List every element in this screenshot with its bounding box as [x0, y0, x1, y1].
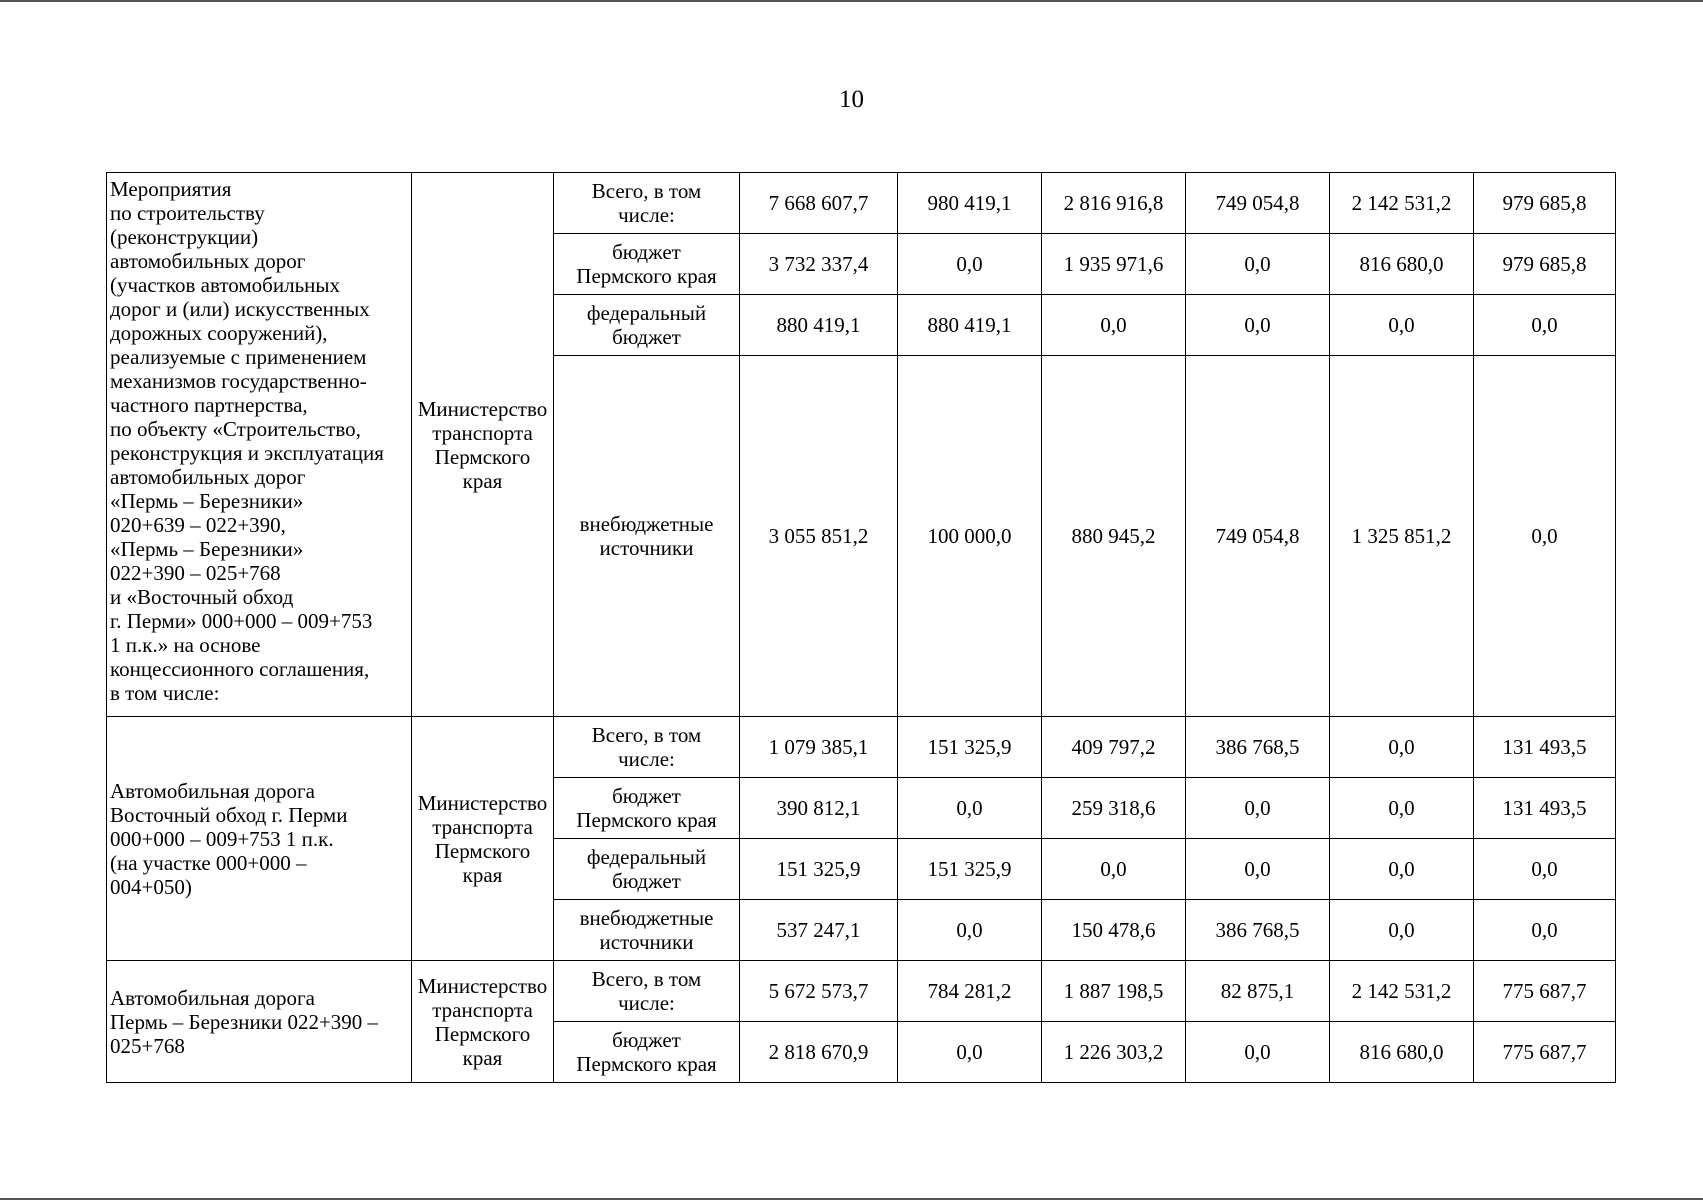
value-total: 3 732 337,4: [740, 234, 898, 295]
source-total: Всего, в том числе:: [554, 961, 740, 1022]
value-col-4: 2 142 531,2: [1330, 173, 1474, 234]
value-col-5: 979 685,8: [1474, 234, 1616, 295]
value-col-4: 816 680,0: [1330, 1022, 1474, 1083]
value-col-2: 150 478,6: [1042, 900, 1186, 961]
group-east-bypass-description: Автомобильная дорога Восточный обход г. Перми 000+000 – 009+753 1 п.к. (на участке 000+000 – 004+050): [107, 717, 412, 961]
source-federal-budget: федеральный бюджет: [554, 839, 740, 900]
source-regional-budget: бюджет Пермского края: [554, 778, 740, 839]
value-col-5: 0,0: [1474, 900, 1616, 961]
value-col-4: 0,0: [1330, 778, 1474, 839]
source-extrabudgetary: внебюджетные источники: [554, 900, 740, 961]
value-col-5: 131 493,5: [1474, 717, 1616, 778]
value-total: 151 325,9: [740, 839, 898, 900]
value-col-3: 0,0: [1186, 778, 1330, 839]
value-col-2: 409 797,2: [1042, 717, 1186, 778]
value-col-2: 2 816 916,8: [1042, 173, 1186, 234]
value-col-5: 775 687,7: [1474, 1022, 1616, 1083]
page-number: 10: [839, 86, 864, 113]
value-total: 7 668 607,7: [740, 173, 898, 234]
group-ppp-measures-description: Мероприятия по строительству (реконструкции) автомобильных дорог (участков автомобильных дорог и (или) искусственных дорожных сооружений), реализуемые с применением механизмов государственно- частного партнерства, по объекту «Строительство, реконструкция и эксплуатация автомобильных дорог «Пермь – Березники» 020+639 – 022+390, «Пермь – Березники» 022+390 – 025+768 и «Восточный обход г. Перми» 000+000 – 009+753 1 п.к.» на основе концессионного соглашения, в том числе:: [107, 173, 412, 717]
value-col-4: 0,0: [1330, 900, 1474, 961]
value-total: 3 055 851,2: [740, 356, 898, 717]
group-ppp-measures-responsible: Министерство транспорта Пермского края: [412, 173, 554, 717]
table-row: [107, 961, 1616, 1022]
value-col-1: 151 325,9: [898, 717, 1042, 778]
value-col-1: 880 419,1: [898, 295, 1042, 356]
group-perm-berezniki-description: Автомобильная дорога Пермь – Березники 022+390 – 025+768: [107, 961, 412, 1083]
value-col-3: 0,0: [1186, 1022, 1330, 1083]
value-col-3: 82 875,1: [1186, 961, 1330, 1022]
value-col-3: 749 054,8: [1186, 356, 1330, 717]
value-col-4: 1 325 851,2: [1330, 356, 1474, 717]
value-total: 5 672 573,7: [740, 961, 898, 1022]
group-east-bypass-responsible: Министерство транспорта Пермского края: [412, 717, 554, 961]
value-col-2: 880 945,2: [1042, 356, 1186, 717]
source-regional-budget: бюджет Пермского края: [554, 234, 740, 295]
value-col-2: 1 935 971,6: [1042, 234, 1186, 295]
value-col-3: 386 768,5: [1186, 900, 1330, 961]
value-col-5: 0,0: [1474, 295, 1616, 356]
value-col-3: 0,0: [1186, 839, 1330, 900]
source-regional-budget: бюджет Пермского края: [554, 1022, 740, 1083]
value-col-1: 151 325,9: [898, 839, 1042, 900]
value-col-5: 0,0: [1474, 356, 1616, 717]
value-col-1: 980 419,1: [898, 173, 1042, 234]
table-body: [107, 173, 1616, 1083]
value-total: 1 079 385,1: [740, 717, 898, 778]
value-col-2: 1 226 303,2: [1042, 1022, 1186, 1083]
source-total: Всего, в том числе:: [554, 173, 740, 234]
value-col-1: 0,0: [898, 1022, 1042, 1083]
value-col-3: 0,0: [1186, 295, 1330, 356]
value-col-1: 100 000,0: [898, 356, 1042, 717]
value-col-1: 0,0: [898, 234, 1042, 295]
value-col-5: 775 687,7: [1474, 961, 1616, 1022]
value-col-4: 0,0: [1330, 839, 1474, 900]
source-total: Всего, в том числе:: [554, 717, 740, 778]
scan-edge-top: [0, 0, 1703, 2]
value-col-2: 0,0: [1042, 839, 1186, 900]
value-col-2: 259 318,6: [1042, 778, 1186, 839]
table-row: [107, 173, 1616, 234]
value-col-5: 0,0: [1474, 839, 1616, 900]
financing-table: [106, 172, 1616, 1083]
value-col-5: 131 493,5: [1474, 778, 1616, 839]
value-col-4: 816 680,0: [1330, 234, 1474, 295]
value-col-4: 0,0: [1330, 717, 1474, 778]
value-col-5: 979 685,8: [1474, 173, 1616, 234]
value-col-2: 0,0: [1042, 295, 1186, 356]
value-col-1: 0,0: [898, 778, 1042, 839]
group-perm-berezniki-responsible: Министерство транспорта Пермского края: [412, 961, 554, 1083]
source-federal-budget: федеральный бюджет: [554, 295, 740, 356]
value-total: 390 812,1: [740, 778, 898, 839]
source-extrabudgetary: внебюджетные источники: [554, 356, 740, 717]
value-col-3: 749 054,8: [1186, 173, 1330, 234]
value-col-2: 1 887 198,5: [1042, 961, 1186, 1022]
value-total: 880 419,1: [740, 295, 898, 356]
value-col-4: 0,0: [1330, 295, 1474, 356]
value-col-4: 2 142 531,2: [1330, 961, 1474, 1022]
value-total: 2 818 670,9: [740, 1022, 898, 1083]
value-col-1: 784 281,2: [898, 961, 1042, 1022]
table-row: [107, 717, 1616, 778]
value-col-1: 0,0: [898, 900, 1042, 961]
value-col-3: 386 768,5: [1186, 717, 1330, 778]
value-col-3: 0,0: [1186, 234, 1330, 295]
value-total: 537 247,1: [740, 900, 898, 961]
